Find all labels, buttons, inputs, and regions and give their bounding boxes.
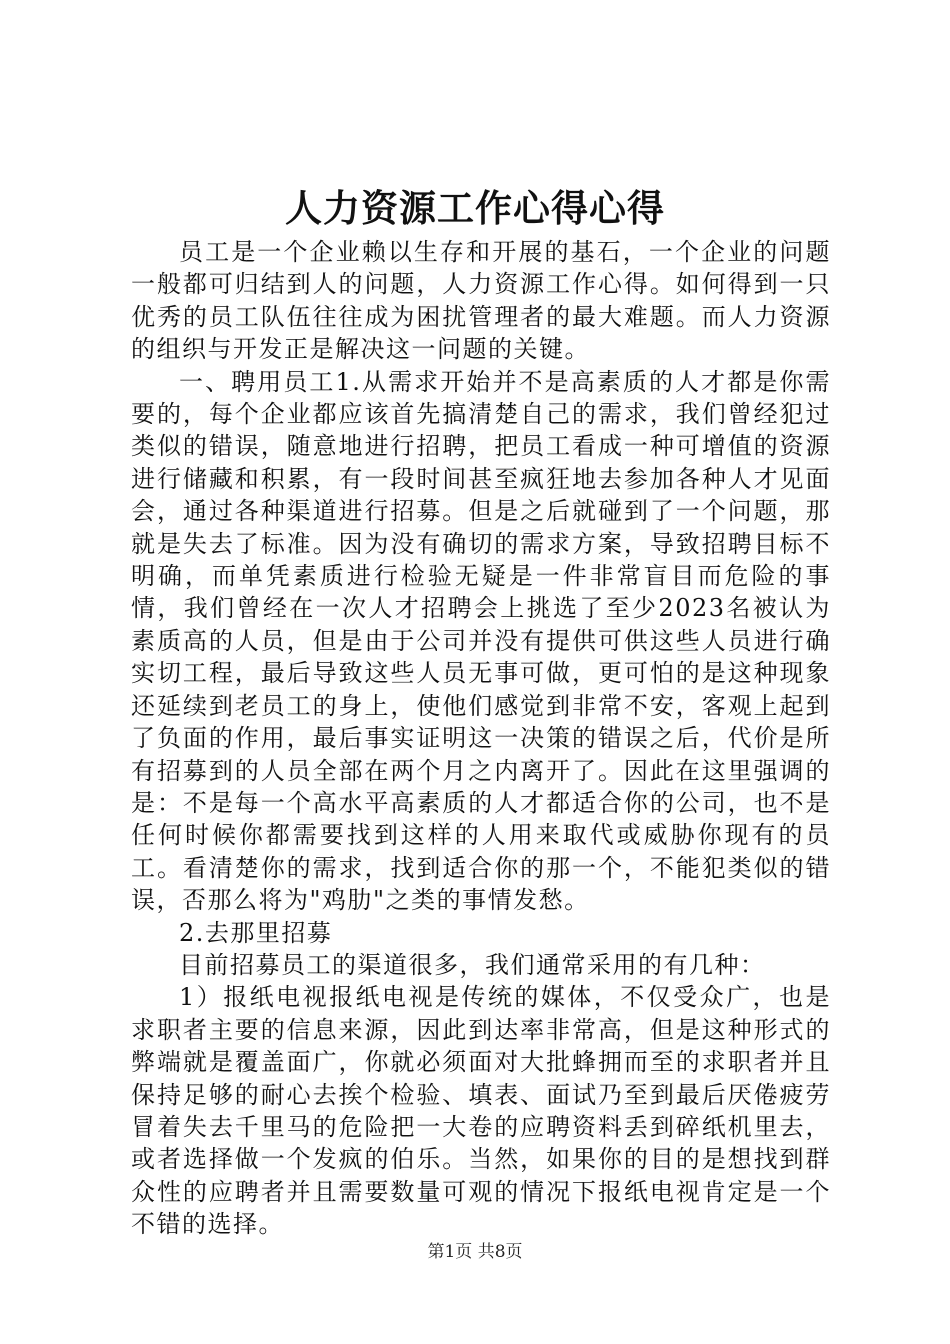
document-body xyxy=(131,236,831,1241)
document-title: 人力资源工作心得心得 xyxy=(285,186,665,230)
page-footer: 第1页 共8页 xyxy=(427,1242,523,1262)
paragraph-intro: 员工是一个企业赖以生存和开展的基石，一个企业的问题一般都可归结到人的问题，人力资源工作心得。如何得到一只优秀的员工队伍往往成为困扰管理者的最大难题。而人力资源的组织与开发正是解决这一问题的关键。 xyxy=(131,238,831,364)
paragraph-hiring: 一、聘用员工1.从需求开始并不是高素质的人才都是你需要的，每个企业都应该首先搞清楚自己的需求，我们曾经犯过类似的错误，随意地进行招聘，把员工看成一种可增值的资源进行储藏和积累，有一段时间甚至疯狂地去参加各种人才见面会，通过各种渠道进行招募。但是之后就碰到了一个问题，那就是失去了标准。因为没有确切的需求方案，导致招聘目标不明确，而单凭素质进行检验无疑是一件非常盲目而危险的事情，我们曾经在一次人才招聘会上挑选了至少2023名被认为素质高的人员，但是由于公司并没有提供可供这些人员进行确实切工程，最后导致这些人员无事可做，更可怕的是这种现象还延续到老员工的身上，使他们感觉到非常不安，客观上起到了负面的作用，最后事实证明这一决策的错误之后，代价是所有招募到的人员全部在两个月之内离开了。因此在这里强调的是：不是每一个高水平高素质的人才都适合你的公司，也不是任何时候你都需要找到这样的人用来取代或威胁你现有的员工。看清楚你的需求，找到适合你的那一个，不能犯类似的错误，否那么将为"鸡肋"之类的事情发愁。 xyxy=(131,367,831,915)
paragraph-where-to-recruit: 2.去那里招募 xyxy=(179,918,333,947)
paragraph-channels: 目前招募员工的渠道很多，我们通常采用的有几种： xyxy=(179,950,766,979)
paragraph-newspaper-tv: 1）报纸电视报纸电视是传统的媒体，不仅受众广，也是求职者主要的信息来源，因此到达率非常高，但是这种形式的弊端就是覆盖面广，你就必须面对大批蜂拥而至的求职者并且保持足够的耐心去挨个检验、填表、面试乃至到最后厌倦疲劳冒着失去千里马的危险把一大卷的应聘资料丢到碎纸机里去，或者选择做一个发疯的伯乐。当然，如果你的目的是想找到群众性的应聘者并且需要数量可观的情况下报纸电视肯定是一个不错的选择。 xyxy=(131,983,831,1239)
